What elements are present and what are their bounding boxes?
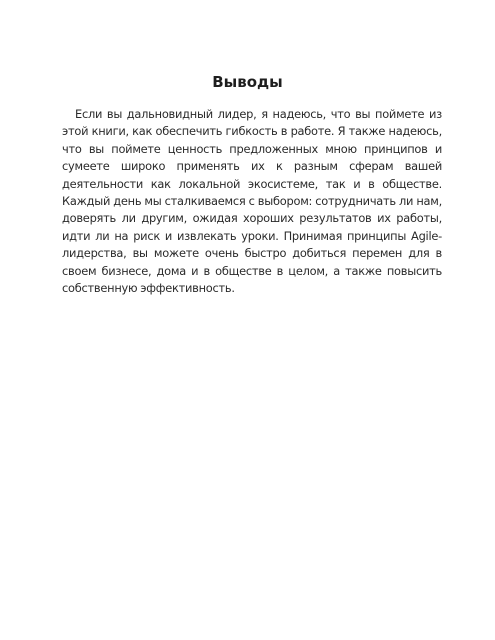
section-heading: Выводы (212, 73, 283, 91)
body-paragraph: Если вы дальновидный лидер, я надеюсь, что вы поймете из этой книги, как обеспечить гибкость в работе. Я также надеюсь, что вы поймете ценность предложенных мною принципов и сумеете широко применять их к разным сферам вашей деятельности как локальной экосистеме, так и в обществе. Каждый день мы сталкиваемся с выбором: сотрудничать ли нам, доверять ли другим, ожидая хороших результатов их работы, идти ли на риск и извлекать уроки. Принимая принципы Agile-лидерства, вы можете очень быстро добиться перемен для в своем бизнесе, дома и в обществе в целом, а также повысить собственную эффективность. (62, 107, 442, 296)
